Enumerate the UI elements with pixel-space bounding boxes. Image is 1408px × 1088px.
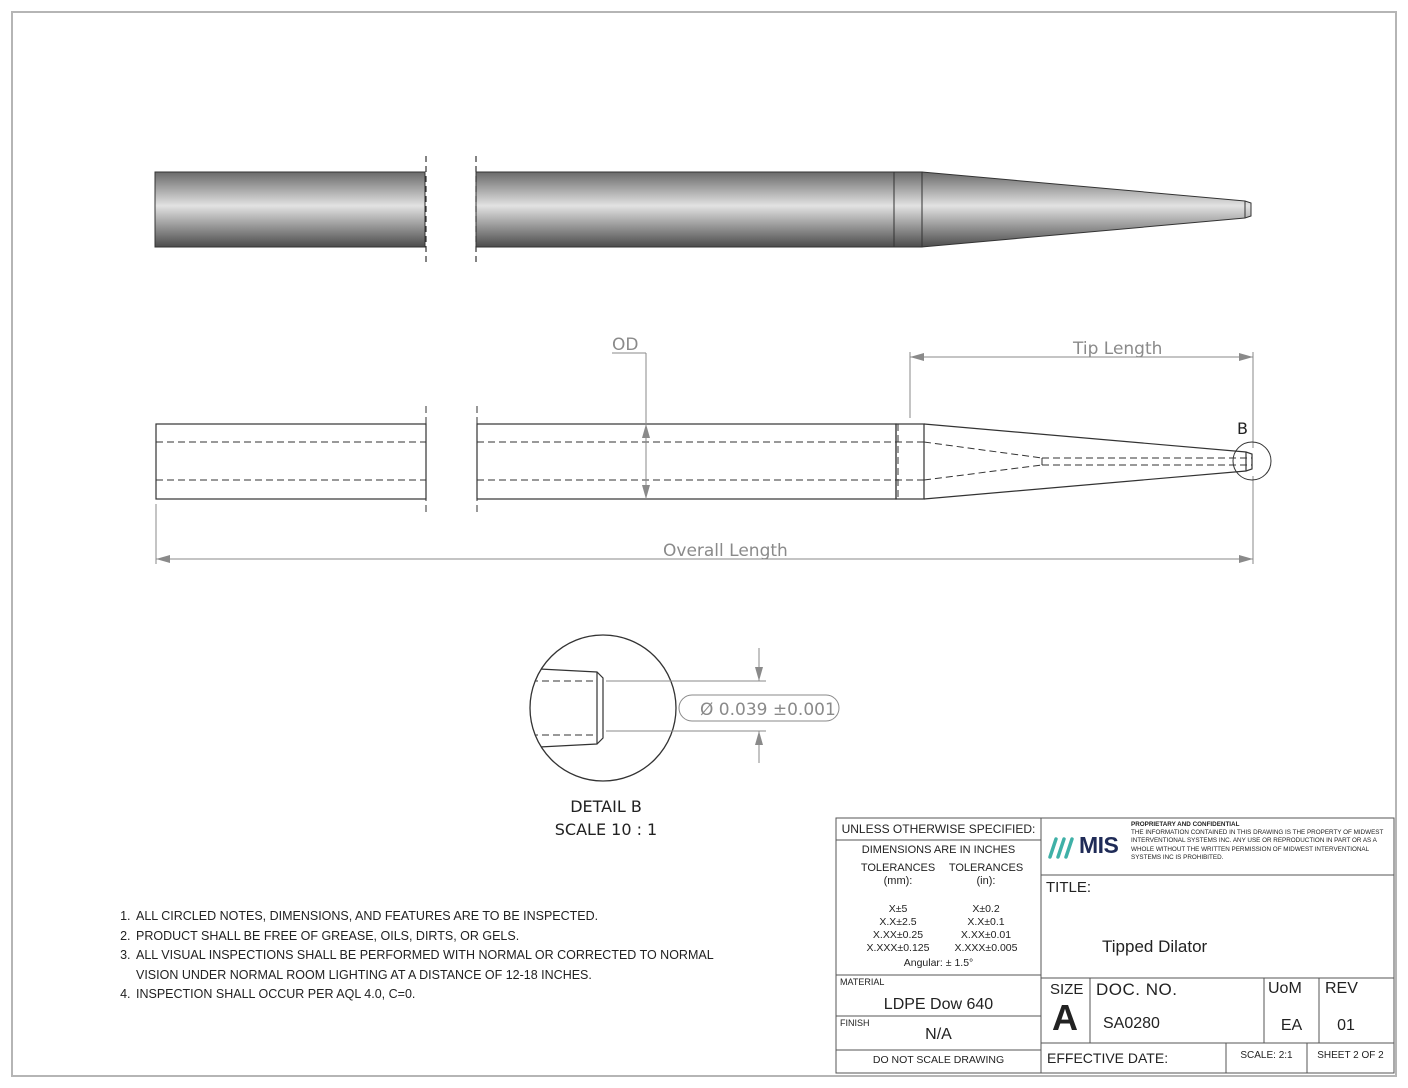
finish-value: N/A — [925, 1026, 952, 1043]
tip-length-label: Tip Length — [1073, 339, 1163, 359]
unless-specified-label: UNLESS OTHERWISE SPECIFIED: — [841, 822, 1036, 836]
detail-marker-label: B — [1237, 419, 1248, 438]
size-label: SIZE — [1050, 981, 1084, 998]
size-value: A — [1052, 997, 1078, 1038]
material-label: MATERIAL — [840, 977, 885, 987]
proprietary-notice: PROPRIETARY AND CONFIDENTIAL THE INFORMATION CONTAINED IN THIS DRAWING IS THE PROPERTY OF MIDWEST INTERVENTIONAL SYSTEMS INC. ANY USE OR REPRODUCTION IN PART OR AS A WHOLE WITHOUT THE WRITTEN PERMISSION OF MIDWEST INTERVENTIONAL SYSTEMS INC IS PROHIBITED. — [1131, 821, 1384, 861]
do-not-scale-label: DO NOT SCALE DRAWING — [872, 1054, 1005, 1066]
doc-no-label: DOC. NO. — [1096, 980, 1178, 999]
company-logo: MIS — [1079, 832, 1119, 858]
mis-logo-icon — [1050, 839, 1072, 857]
od-label: OD — [612, 335, 639, 355]
drawing-title: Tipped Dilator — [1102, 937, 1208, 956]
sheet-field: SHEET 2 OF 2 — [1317, 1050, 1384, 1061]
tolerances-mm-header: TOLERANCES (mm): — [860, 862, 936, 887]
uom-label: UoM — [1268, 980, 1302, 997]
overall-length-label: Overall Length — [663, 541, 788, 561]
finish-label: FINISH — [840, 1018, 870, 1028]
tolerances-in-header: TOLERANCES (in): — [948, 862, 1024, 887]
angular-tolerance: Angular: ± 1.5° — [903, 957, 974, 969]
rev-value: 01 — [1337, 1017, 1355, 1034]
effective-date-label: EFFECTIVE DATE: — [1047, 1050, 1169, 1066]
note-item: 3. ALL VISUAL INSPECTIONS SHALL BE PERFORMED WITH NORMAL OR CORRECTED TO NORMAL VISION UNDER NORMAL ROOM LIGHTING AT A DISTANCE OF 12-18 INCHES. — [134, 946, 758, 985]
shaded-view — [155, 156, 1251, 264]
material-value: LDPE Dow 640 — [883, 996, 994, 1013]
detail-diameter-label: Ø 0.039 ±0.001 — [700, 700, 836, 720]
general-notes — [118, 907, 758, 1005]
uom-value: EA — [1280, 1017, 1303, 1034]
rev-label: REV — [1325, 980, 1358, 997]
section-view — [156, 406, 1252, 516]
title-label: TITLE: — [1046, 879, 1092, 896]
detail-scale: SCALE 10 : 1 — [554, 820, 658, 839]
scale-field: SCALE: 2:1 — [1240, 1050, 1293, 1061]
note-item: 4. INSPECTION SHALL OCCUR PER AQL 4.0, C=0. — [134, 985, 758, 1005]
dims-in-inches-label: DIMENSIONS ARE IN INCHES — [861, 844, 1016, 856]
tolerances-in-list: X±0.2 X.X±0.1 X.XX±0.01 X.XXX±0.005 — [954, 903, 1018, 954]
note-item: 2. PRODUCT SHALL BE FREE OF GREASE, OILS, DIRTS, OR GELS. — [134, 927, 758, 947]
note-item: 1. ALL CIRCLED NOTES, DIMENSIONS, AND FEATURES ARE TO BE INSPECTED. — [134, 907, 758, 927]
doc-no-value: SA0280 — [1103, 1015, 1160, 1032]
detail-title: DETAIL B — [570, 797, 642, 816]
tolerances-mm-list: X±5 X.X±2.5 X.XX±0.25 X.XXX±0.125 — [866, 903, 930, 954]
